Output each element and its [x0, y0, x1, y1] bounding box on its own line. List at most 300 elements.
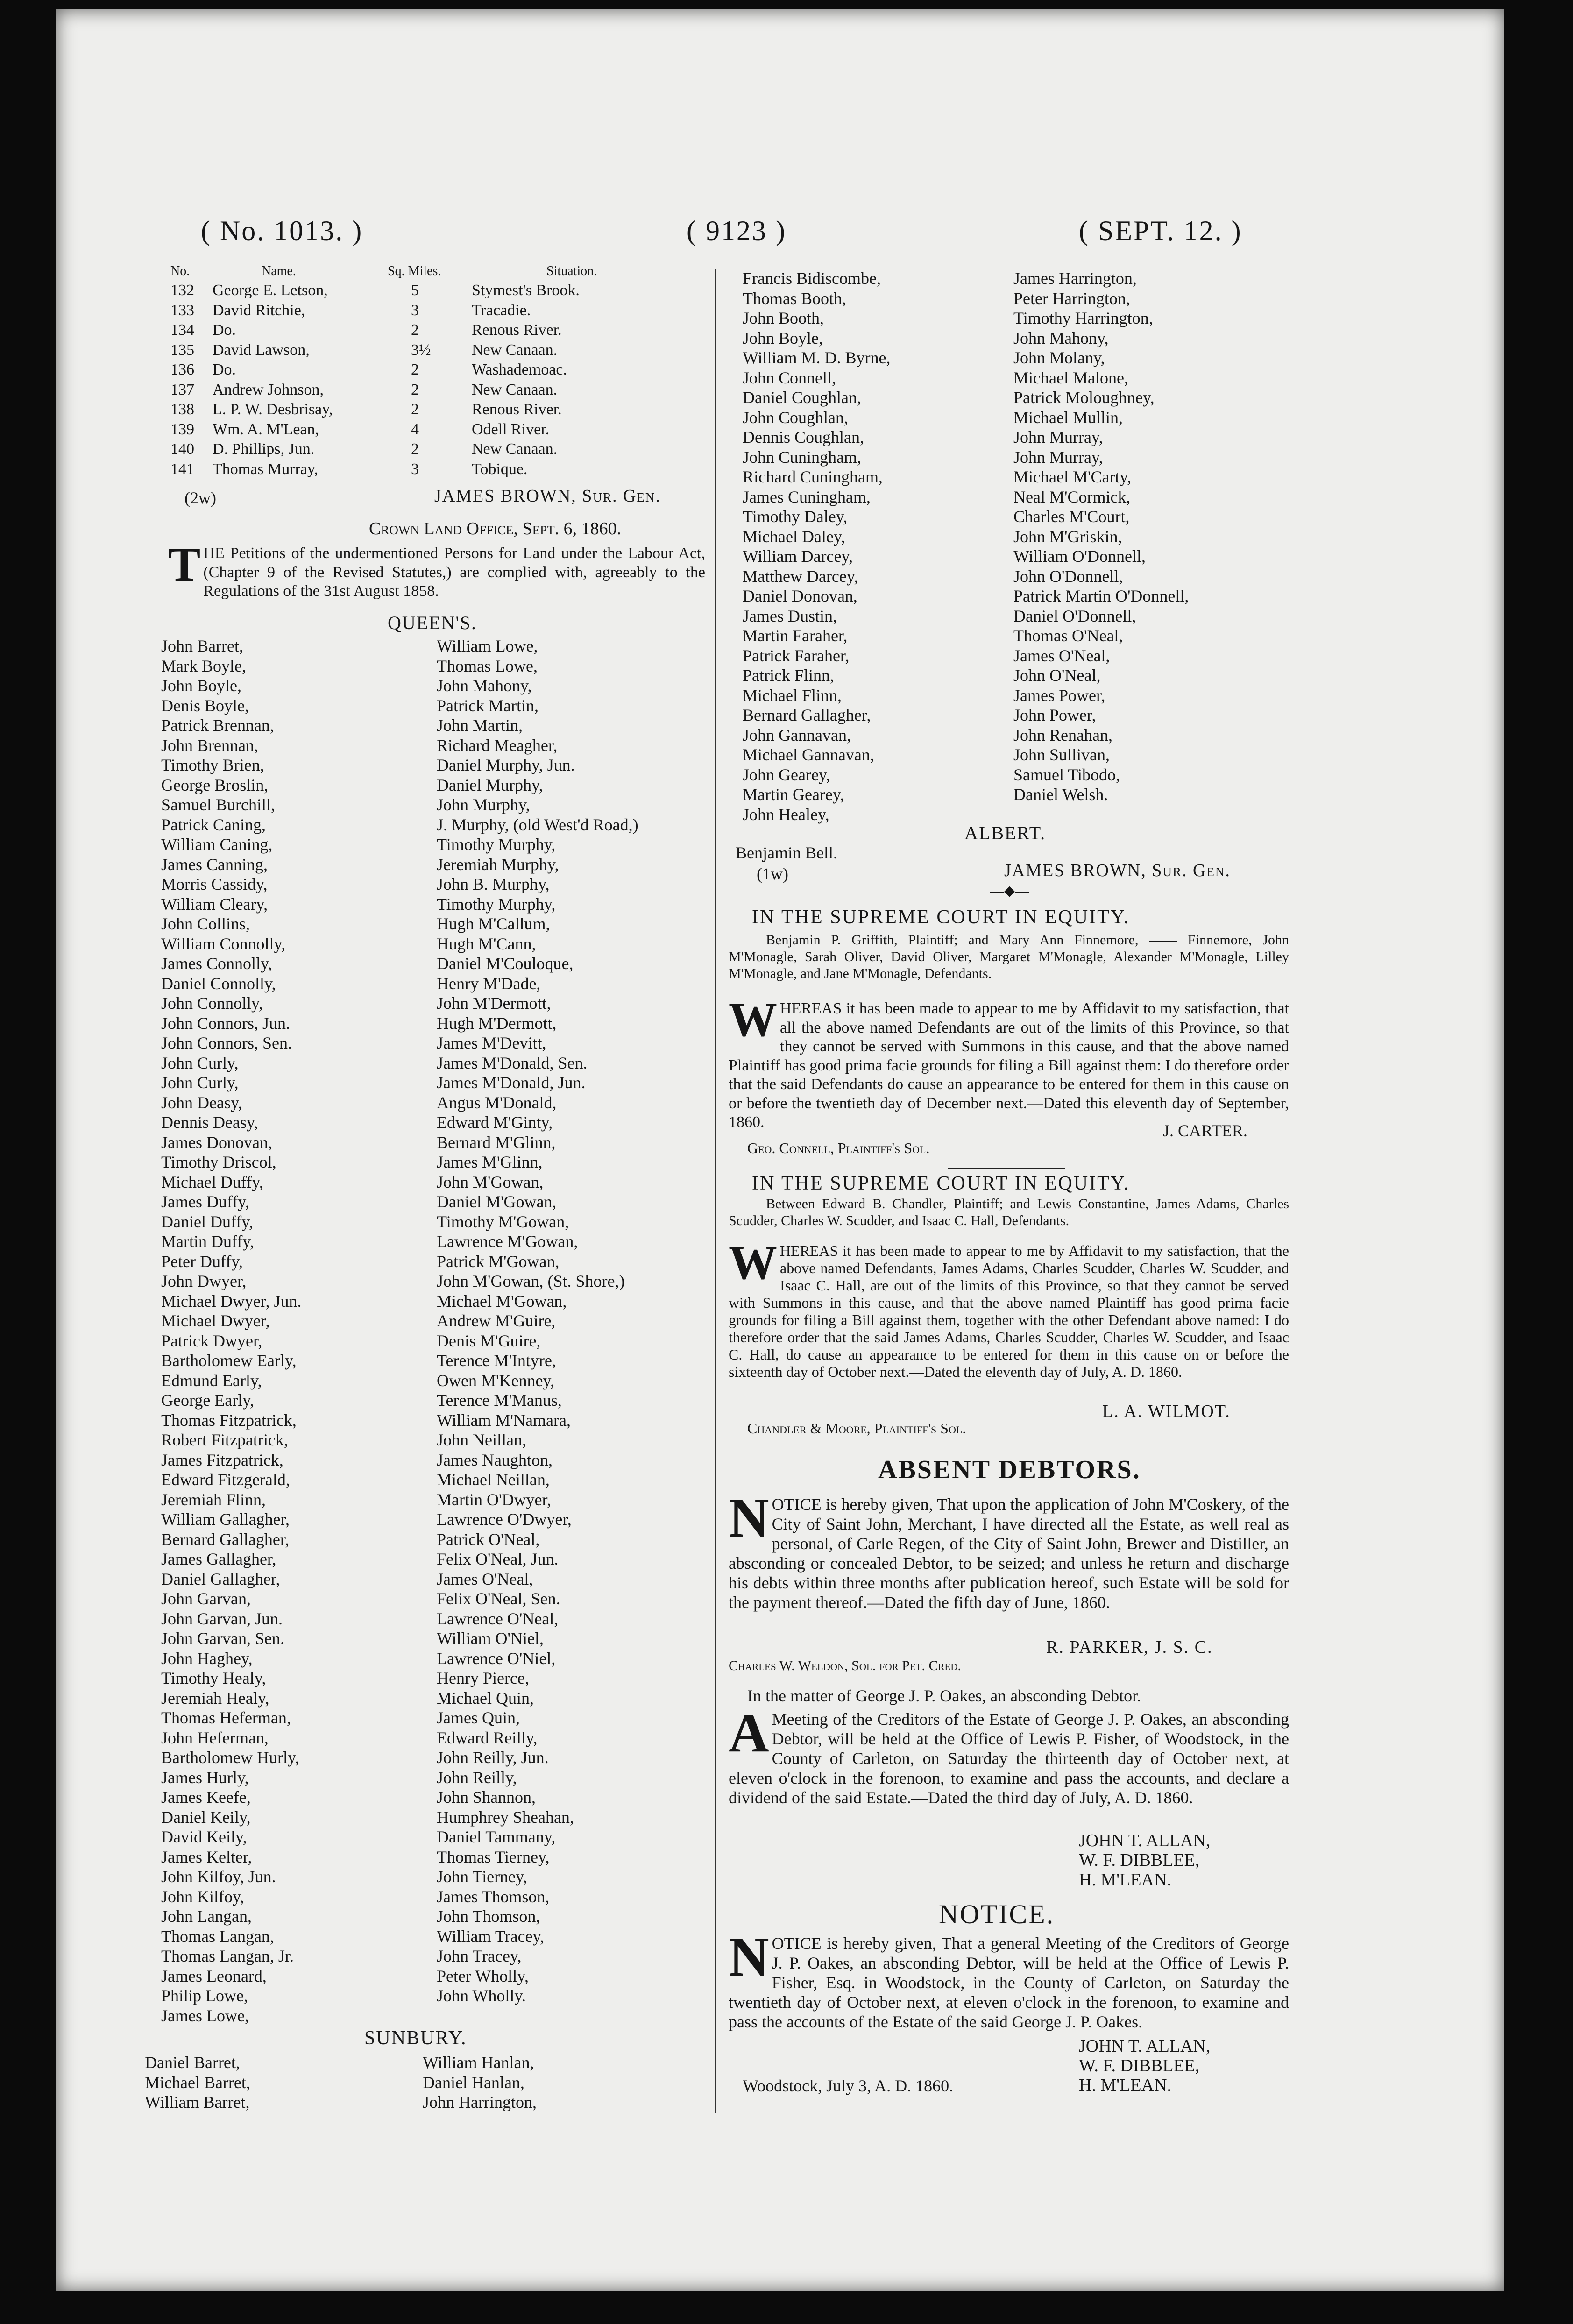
crown-land-text: HE Petitions of the undermentioned Persons for Land under the Labour Act, (Chapter 9 of the Revised Statutes,) are complied with, agreeably to the Regulations of the 31st August 1858. [203, 545, 705, 600]
table-row [168, 302, 705, 322]
row-no: 135 [170, 341, 194, 359]
name-entry: Daniel O'Donnell, [1013, 606, 1136, 625]
name-entry: James Keefe, [161, 1788, 251, 1807]
equity2-parties: Between Edward B. Chandler, Plaintiff; and Lewis Constantine, James Adams, Charles Scudder, Charles W. Scudder, and Isaac C. Hall, Defendants. [729, 1196, 1289, 1228]
name-entry: Daniel Coughlan, [743, 388, 861, 407]
table-row [168, 282, 705, 302]
notice-dateline: Woodstock, July 3, A. D. 1860. [743, 2076, 954, 2095]
name-entry: John Haghey, [161, 1649, 253, 1668]
name-entry: Patrick Brennan, [161, 716, 274, 735]
name-entry: John Garvan, Jun. [161, 1609, 283, 1628]
row-situation: New Canaan. [472, 381, 558, 398]
name-entry: Daniel Duffy, [161, 1212, 253, 1231]
name-entry: John Tracey, [437, 1947, 522, 1965]
equity2-drop-cap: W [729, 1236, 777, 1290]
name-entry: Morris Cassidy, [161, 875, 268, 893]
name-entry: James Connolly, [161, 954, 272, 973]
name-entry: John O'Neal, [1013, 666, 1101, 685]
name-entry: Andrew M'Guire, [437, 1311, 556, 1330]
name-entry: Martin Faraher, [743, 626, 848, 645]
name-entry: James Cuningham, [743, 487, 871, 506]
name-entry: Henry Pierce, [437, 1669, 529, 1687]
name-entry: John Barret, [161, 637, 243, 655]
name-entry: Patrick M'Gowan, [437, 1252, 560, 1271]
row-sq-miles: 3 [411, 460, 419, 478]
name-entry: Felix O'Neal, Jun. [437, 1550, 559, 1568]
name-entry: Terence M'Manus, [437, 1391, 562, 1410]
name-entry: James Lowe, [161, 2006, 249, 2025]
name-entry: John Mahony, [1013, 328, 1109, 347]
name-entry: Peter Harrington, [1013, 289, 1130, 308]
name-entry: Timothy Daley, [743, 507, 848, 526]
name-entry: Patrick Dwyer, [161, 1331, 262, 1350]
name-entry: Jeremiah Murphy, [437, 855, 559, 874]
absent-debtors-heading: ABSENT DEBTORS. [878, 1455, 1141, 1484]
name-entry: John Neillan, [437, 1431, 526, 1449]
name-entry: Patrick Martin, [437, 696, 539, 715]
name-entry: John Connolly, [161, 994, 263, 1013]
name-entry: Mark Boyle, [161, 656, 246, 675]
name-entry: Owen M'Kenney, [437, 1371, 555, 1390]
page-number: ( 9123 ) [687, 215, 786, 246]
name-entry: Thomas Fitzpatrick, [161, 1410, 297, 1430]
name-entry: Lawrence O'Niel, [437, 1649, 556, 1668]
name-entry: Edward Reilly, [437, 1728, 538, 1747]
name-entry: John Tierney, [437, 1867, 527, 1886]
oakes-meeting-drop-cap: A [729, 1701, 769, 1764]
row-sq-miles: 5 [411, 282, 419, 299]
name-entry: James Canning, [161, 855, 268, 874]
oakes-meeting-title: In the matter of George J. P. Oakes, an absconding Debtor. [747, 1686, 1141, 1705]
name-entry: Michael Daley, [743, 527, 845, 546]
row-no: 132 [170, 282, 194, 299]
row-no: 138 [170, 401, 194, 418]
name-entry: Timothy Healy, [161, 1669, 266, 1687]
name-entry: John M'Gowan, [437, 1172, 544, 1191]
sunbury-heading: SUNBURY. [364, 2027, 467, 2049]
name-entry: William Connolly, [161, 934, 286, 953]
name-entry: James Hurly, [161, 1768, 249, 1787]
absent-debtors-drop-cap: N [729, 1487, 769, 1549]
col-header-name: Name. [262, 264, 296, 278]
name-entry: James Dustin, [743, 606, 837, 625]
name-entry: Michael M'Gowan, [437, 1291, 567, 1311]
name-entry: Michael Barret, [145, 2073, 250, 2092]
column-divider [715, 269, 716, 2113]
notice-heading: NOTICE. [939, 1899, 1055, 1929]
name-entry: Thomas O'Neal, [1013, 626, 1123, 645]
row-situation: Tobique. [472, 460, 528, 478]
name-entry: John Kilfoy, Jun. [161, 1867, 276, 1886]
name-entry: Samuel Tibodo, [1013, 765, 1120, 784]
oakes-meeting-signatures [1079, 1831, 1210, 1890]
row-name: D. Phillips, Jun. [213, 440, 315, 458]
name-entry: Timothy Murphy, [437, 835, 556, 854]
name-entry: William Darcey, [743, 547, 853, 566]
name-entry: John Martin, [437, 716, 523, 735]
name-entry: Timothy Driscol, [161, 1153, 276, 1171]
name-entry: Bernard Gallagher, [743, 706, 871, 724]
equity1-solicitor: Geo. Connell, Plaintiff's Sol. [747, 1140, 930, 1156]
name-entry: John Langan, [161, 1907, 252, 1926]
table-row [168, 401, 705, 421]
name-entry: James Quin, [437, 1708, 520, 1727]
name-entry: James Harrington, [1013, 269, 1137, 288]
name-entry: Daniel Keily, [161, 1807, 251, 1827]
name-entry: William Barret, [145, 2093, 250, 2111]
name-entry: William Gallagher, [161, 1510, 290, 1529]
name-entry: Daniel M'Gowan, [437, 1192, 557, 1211]
name-entry: John Coughlan, [743, 408, 849, 427]
name-entry: John Garvan, [161, 1589, 251, 1608]
row-sq-miles: 2 [411, 401, 419, 418]
names-column-right [1013, 269, 1294, 805]
name-entry: Patrick Flinn, [743, 666, 834, 685]
queens-names-right [437, 636, 708, 2006]
name-entry: Michael Flinn, [743, 686, 842, 705]
row-name: Wm. A. M'Lean, [213, 420, 319, 438]
row-name: George E. Letson, [213, 282, 328, 299]
name-entry: John Molany, [1013, 348, 1105, 367]
albert-mark: (1w) [757, 864, 788, 883]
table-row [168, 361, 705, 382]
name-entry: Felix O'Neal, Sen. [437, 1589, 560, 1608]
name-entry: John Cuningham, [743, 447, 862, 467]
row-name: Thomas Murray, [213, 460, 319, 478]
name-entry: James Kelter, [161, 1847, 252, 1866]
row-no: 140 [170, 440, 194, 458]
albert-name: Benjamin Bell. [736, 843, 837, 862]
name-entry: John M'Dermott, [437, 994, 551, 1013]
row-name: L. P. W. Desbrisay, [213, 401, 333, 418]
name-entry: Richard Cuningham, [743, 468, 883, 486]
signature-line: JOHN T. ALLAN, [1079, 1831, 1211, 1850]
name-entry: Michael Duffy, [161, 1172, 263, 1191]
divider-rule [948, 1168, 1065, 1169]
row-no: 133 [170, 301, 194, 319]
absent-debtors-signature: R. PARKER, J. S. C. [1046, 1637, 1213, 1657]
name-entry: Edward M'Ginty, [437, 1113, 553, 1132]
row-situation: Renous River. [472, 321, 562, 339]
row-sq-miles: 2 [411, 440, 419, 458]
name-entry: Lawrence M'Gowan, [437, 1232, 578, 1251]
name-entry: James Fitzpatrick, [161, 1450, 283, 1469]
row-situation: Stymest's Brook. [472, 282, 580, 299]
oakes-meeting-text: Meeting of the Creditors of the Estate of George J. P. Oakes, an absconding Debtor, will be held at the Office of Lewis P. Fisher, of Woodstock, in the County of Carleton, on Saturday the thirteenth day of October next, at eleven o'clock in the forenoon, to examine and pass the accounts, and declare a dividend of the said Estate.—Dated the third day of July, A. D. 1860. [729, 1710, 1289, 1807]
absent-debtors-notice [729, 1487, 1289, 1612]
equity1-heading: IN THE SUPREME COURT IN EQUITY. [752, 907, 1130, 928]
name-entry: Daniel Hanlan, [423, 2073, 524, 2092]
name-entry: Bernard M'Glinn, [437, 1133, 556, 1152]
equity1-drop-cap: W [729, 993, 777, 1047]
name-entry: Peter Wholly, [437, 1966, 529, 1985]
name-entry: James Donovan, [161, 1133, 272, 1152]
table-row [168, 341, 705, 362]
col-header-no: No. [170, 264, 190, 278]
name-entry: Daniel Barret, [145, 2053, 240, 2072]
name-entry: Daniel Gallagher, [161, 1569, 280, 1588]
row-no: 136 [170, 361, 194, 378]
name-entry: John M'Griskin, [1013, 527, 1122, 546]
name-entry: Michael Malone, [1013, 368, 1128, 387]
row-situation: Tracadie. [472, 301, 531, 319]
name-entry: Matthew Darcey, [743, 567, 858, 586]
row-situation: Washademoac. [472, 361, 567, 378]
name-entry: John Connors, Jun. [161, 1013, 291, 1033]
name-entry: James M'Donald, Sen. [437, 1053, 588, 1072]
row-sq-miles: 2 [411, 381, 419, 398]
queens-heading: QUEEN'S. [388, 612, 477, 633]
name-entry: John Gearey, [743, 765, 830, 784]
signature-line: H. M'LEAN. [1079, 2076, 1171, 2095]
row-sq-miles: 2 [411, 361, 419, 378]
row-no: 139 [170, 420, 194, 438]
name-entry: Angus M'Donald, [437, 1093, 557, 1112]
name-entry: John Connors, Sen. [161, 1034, 292, 1052]
name-entry: John Gannavan, [743, 725, 851, 744]
name-entry: Thomas Tierney, [437, 1847, 550, 1866]
name-entry: Michael M'Carty, [1013, 468, 1132, 486]
row-sq-miles: 3½ [411, 341, 431, 359]
name-entry: John Boyle, [161, 676, 242, 695]
sunbury-names-right [423, 2053, 694, 2112]
row-no: 141 [170, 460, 194, 478]
name-entry: Bartholomew Hurly, [161, 1748, 299, 1767]
name-entry: John Power, [1013, 706, 1096, 724]
albert-heading: ALBERT. [964, 822, 1046, 843]
name-entry: Bernard Gallagher, [161, 1530, 290, 1549]
name-entry: Michael Quin, [437, 1688, 534, 1708]
name-entry: Denis M'Guire, [437, 1331, 541, 1350]
equity2-solicitor: Chandler & Moore, Plaintiff's Sol. [747, 1420, 966, 1437]
name-entry: John Brennan, [161, 736, 258, 755]
name-entry: John Boyle, [743, 328, 823, 347]
name-entry: James M'Donald, Jun. [437, 1073, 586, 1092]
name-entry: John Kilfoy, [161, 1887, 244, 1906]
name-entry: Daniel Connolly, [161, 974, 276, 993]
name-entry: Daniel Welsh. [1013, 785, 1108, 804]
name-entry: Patrick O'Neal, [437, 1530, 540, 1549]
name-entry: Hugh M'Dermott, [437, 1013, 557, 1033]
row-name: Do. [213, 321, 236, 339]
name-entry: George Early, [161, 1391, 254, 1410]
table-row [168, 461, 705, 481]
name-entry: John Wholly. [437, 1986, 526, 2005]
name-entry: John Mahony, [437, 676, 532, 695]
name-entry: Michael Mullin, [1013, 408, 1123, 427]
row-situation: New Canaan. [472, 341, 558, 359]
name-entry: Jeremiah Healy, [161, 1688, 269, 1708]
absent-debtors-text: OTICE is hereby given, That upon the application of John M'Coskery, of the City of Saint John, Merchant, I have directed all the Estate, as well real as personal, of Carle Regen, of the City of Saint John, Brewer and Distiller, an absconding or concealed Debtor, to be seized; and unless he return and discharge his debts within three months after publication hereof, such Estate will be sold for the payment thereof.—Dated the fifth day of June, 1860. [729, 1495, 1289, 1612]
name-entry: John Curly, [161, 1053, 239, 1072]
land-table-mark: (2w) [184, 489, 216, 507]
name-entry: James M'Devitt, [437, 1034, 546, 1052]
row-no: 137 [170, 381, 194, 398]
name-entry: Thomas Langan, [161, 1927, 274, 1946]
equity1-notice [729, 993, 1289, 1132]
sunbury-names-left [145, 2053, 406, 2112]
equity2-heading: IN THE SUPREME COURT IN EQUITY. [752, 1173, 1130, 1194]
name-entry: Daniel Murphy, Jun. [437, 756, 575, 774]
name-entry: John Collins, [161, 914, 250, 933]
name-entry: Neal M'Cormick, [1013, 487, 1131, 506]
name-entry: James Naughton, [437, 1450, 553, 1469]
queens-names-left [161, 636, 423, 2026]
issue-date: ( SEPT. 12. ) [1079, 215, 1242, 246]
land-table-signature: JAMES BROWN, Sur. Gen. [434, 486, 661, 506]
name-entry: James O'Neal, [437, 1569, 533, 1588]
signature-line: JOHN T. ALLAN, [1079, 2036, 1211, 2056]
row-no: 134 [170, 321, 194, 339]
name-entry: Jeremiah Flinn, [161, 1490, 266, 1509]
name-entry: Thomas Lowe, [437, 656, 538, 675]
name-entry: James O'Neal, [1013, 646, 1110, 665]
name-entry: Thomas Langan, Jr. [161, 1947, 294, 1965]
name-entry: John Garvan, Sen. [161, 1629, 284, 1648]
name-entry: Lawrence O'Neal, [437, 1609, 559, 1628]
name-entry: Patrick Caning, [161, 815, 266, 834]
name-entry: John O'Donnell, [1013, 567, 1123, 586]
name-entry: William M'Namara, [437, 1410, 571, 1430]
name-entry: James Thomson, [437, 1887, 550, 1906]
name-entry: James Gallagher, [161, 1550, 276, 1568]
issue-number: ( No. 1013. ) [201, 215, 363, 246]
row-situation: Renous River. [472, 401, 562, 418]
row-situation: Odell River. [472, 420, 550, 438]
crown-land-dateline: Crown Land Office, Sept. 6, 1860. [369, 519, 622, 538]
equity1-text: HEREAS it has been made to appear to me by Affidavit to my satisfaction, that all the above named Defendants are out of the limits of this Province, so that they cannot be served with Summons in this cause, and that the above named Plaintiff has good prima facie grounds for filing a Bill against them: I do therefore order that the said Defendants do cause an appearance to be entered for them in this cause on or before the twentieth day of December next.—Dated this eleventh day of September, 1860. [729, 1000, 1289, 1131]
name-entry: John M'Gowan, (St. Shore,) [437, 1272, 625, 1290]
name-entry: Martin O'Dwyer, [437, 1490, 551, 1509]
name-entry: John Murphy, [437, 795, 530, 814]
name-entry: Dennis Deasy, [161, 1113, 258, 1132]
name-entry: Martin Duffy, [161, 1232, 254, 1251]
name-entry: William M. D. Byrne, [743, 348, 891, 367]
table-row [168, 421, 705, 441]
name-entry: George Broslin, [161, 775, 269, 794]
name-entry: Daniel M'Couloque, [437, 954, 574, 973]
name-entry: Terence M'Intyre, [437, 1351, 556, 1370]
row-sq-miles: 4 [411, 420, 419, 438]
name-entry: John Connell, [743, 368, 836, 387]
name-entry: William O'Donnell, [1013, 547, 1146, 566]
name-entry: Hugh M'Callum, [437, 914, 550, 933]
oakes-meeting-notice [729, 1701, 1289, 1807]
name-entry: Michael Dwyer, [161, 1311, 270, 1330]
name-entry: Samuel Burchill, [161, 795, 275, 814]
equity2-text: HEREAS it has been made to appear to me by Affidavit to my satisfaction, that the above named Defendants, James Adams, Charles Scudder, Charles W. Scudder, and Isaac C. Hall, are out of the limits of this Province, so that they cannot be served with Summons in this cause, and that the above named Plaintiff has good prima facie grounds for filing a Bill against them, together with the other Defendant above named: I do therefore order that the said James Adams, Charles Scudder, Charles W. Scudder, and Isaac C. Hall, do cause an appearance to be entered for them in this cause on or before the sixteenth day of October next.—Dated the eleventh day of July, A. D. 1860. [729, 1242, 1289, 1380]
equity2-notice [729, 1236, 1289, 1381]
name-entry: Denis Boyle, [161, 696, 249, 715]
land-table [168, 264, 705, 483]
name-entry: Richard Meagher, [437, 736, 558, 755]
name-entry: William Tracey, [437, 1927, 545, 1946]
equity1-signature: J. CARTER. [1163, 1121, 1247, 1140]
divider-ornament-icon: —◆— [990, 883, 1029, 899]
col-header-situation: Situation. [546, 264, 597, 278]
notice-text: OTICE is hereby given, That a general Meeting of the Creditors of George J. P. Oakes, an absconding Debtor, will be held at the Office of Lewis P. Fisher, Esq. in Woodstock, in the County of Carleton, on Saturday the twentieth day of October next, at eleven o'clock in the forenoon, to examine and pass the accounts of the Estate of the said George J. P. Oakes. [729, 1934, 1289, 2031]
name-entry: William Hanlan, [423, 2053, 534, 2072]
name-entry: John Booth, [743, 309, 824, 327]
name-entry: Michael Neillan, [437, 1470, 550, 1489]
crown-land-drop-cap: T [168, 538, 201, 591]
name-entry: Philip Lowe, [161, 1986, 248, 2005]
name-entry: Charles M'Court, [1013, 507, 1130, 526]
name-entry: John Deasy, [161, 1093, 242, 1112]
table-row [168, 321, 705, 342]
name-entry: William Caning, [161, 835, 273, 854]
name-entry: John Harrington, [423, 2093, 537, 2111]
row-situation: New Canaan. [472, 440, 558, 458]
name-entry: Edward Fitzgerald, [161, 1470, 290, 1489]
name-entry: Michael Dwyer, Jun. [161, 1291, 302, 1311]
name-entry: William Cleary, [161, 894, 268, 914]
name-entry: David Keily, [161, 1828, 247, 1846]
notice-drop-cap: N [729, 1926, 769, 1988]
row-name: Andrew Johnson, [213, 381, 324, 398]
name-entry: John Shannon, [437, 1788, 536, 1807]
names-column-left [743, 269, 1004, 824]
notice-signatures [1079, 2036, 1210, 2095]
name-entry: William Lowe, [437, 637, 538, 655]
name-entry: John Murray, [1013, 428, 1103, 446]
name-entry: Henry M'Dade, [437, 974, 541, 993]
name-entry: John Curly, [161, 1073, 239, 1092]
name-entry: Hugh M'Cann, [437, 934, 536, 953]
name-entry: Peter Duffy, [161, 1252, 243, 1271]
name-entry: Michael Gannavan, [743, 745, 874, 764]
name-entry: James M'Glinn, [437, 1153, 543, 1171]
albert-signature: JAMES BROWN, Sur. Gen. [1004, 861, 1231, 880]
name-entry: James Leonard, [161, 1966, 267, 1985]
name-entry: Timothy Brien, [161, 756, 264, 774]
name-entry: John Renahan, [1013, 725, 1112, 744]
name-entry: John Reilly, Jun. [437, 1748, 549, 1767]
name-entry: Patrick Moloughney, [1013, 388, 1155, 407]
name-entry: John Dwyer, [161, 1272, 247, 1290]
name-entry: John B. Murphy, [437, 875, 550, 893]
col-header-sq-miles: Sq. Miles. [388, 264, 441, 278]
row-sq-miles: 2 [411, 321, 419, 339]
name-entry: Thomas Heferman, [161, 1708, 291, 1727]
name-entry: William O'Niel, [437, 1629, 544, 1648]
name-entry: Patrick Faraher, [743, 646, 850, 665]
table-row [168, 440, 705, 461]
signature-line: H. M'LEAN. [1079, 1870, 1171, 1890]
crown-land-notice [168, 538, 705, 601]
row-name: David Ritchie, [213, 301, 305, 319]
name-entry: John Heferman, [161, 1728, 269, 1747]
name-entry: John Thomson, [437, 1907, 540, 1926]
name-entry: J. Murphy, (old West'd Road,) [437, 815, 638, 834]
notice-body [729, 1926, 1289, 2032]
name-entry: Daniel Tammany, [437, 1828, 556, 1846]
name-entry: Humphrey Sheahan, [437, 1807, 574, 1827]
name-entry: Daniel Murphy, [437, 775, 543, 794]
name-entry: Edmund Early, [161, 1371, 262, 1390]
name-entry: Francis Bidiscombe, [743, 269, 881, 288]
row-sq-miles: 3 [411, 301, 419, 319]
name-entry: Martin Gearey, [743, 785, 844, 804]
name-entry: Daniel Donovan, [743, 587, 857, 605]
name-entry: James Power, [1013, 686, 1105, 705]
name-entry: Thomas Booth, [743, 289, 846, 308]
name-entry: Dennis Coughlan, [743, 428, 864, 446]
name-entry: Timothy M'Gowan, [437, 1212, 569, 1231]
name-entry: James Duffy, [161, 1192, 249, 1211]
name-entry: Timothy Harrington, [1013, 309, 1153, 327]
equity1-parties: Benjamin P. Griffith, Plaintiff; and Mary Ann Finnemore, —— Finnemore, John M'Monagle, Sarah Oliver, David Oliver, Margaret M'Monagle, Alexander M'Monagle, Lilley M'Monagle, and Jane M'Monagle, Defendants. [729, 932, 1289, 981]
